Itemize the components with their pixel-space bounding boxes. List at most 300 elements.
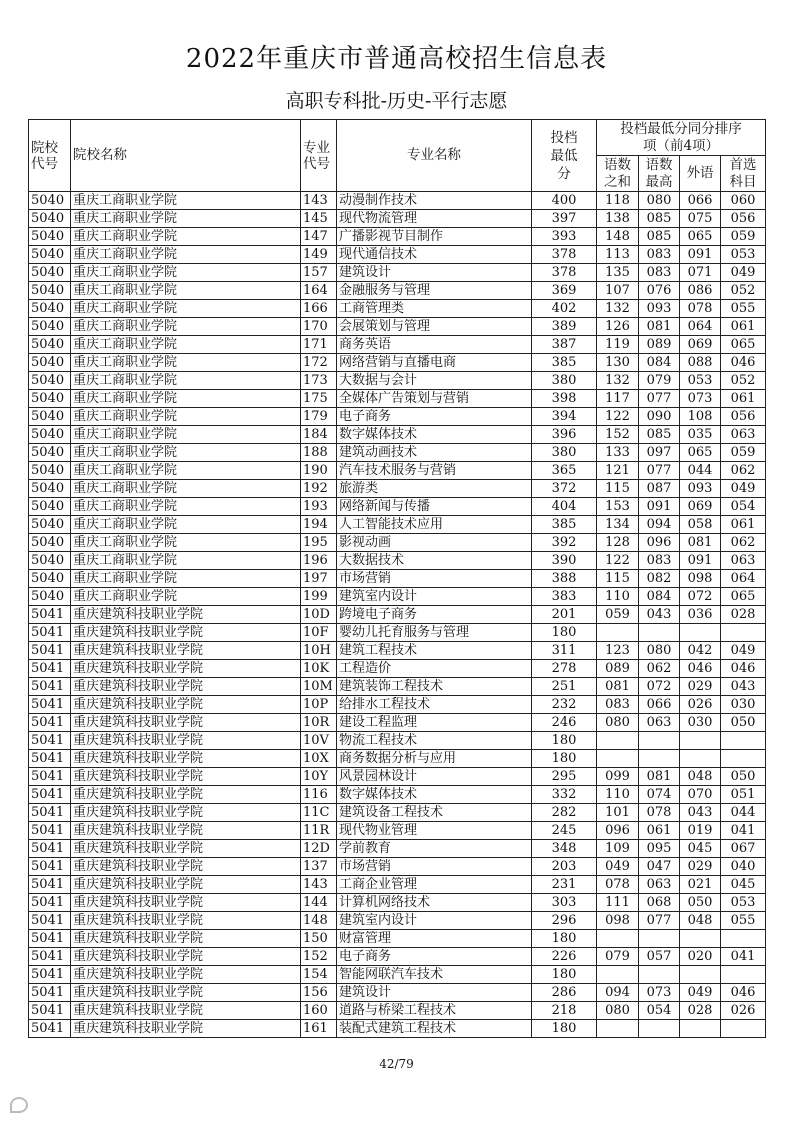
cell-school-name: 重庆工商职业学院 bbox=[71, 444, 301, 462]
cell-foreign-language: 026 bbox=[680, 696, 721, 714]
cell-foreign-language bbox=[680, 1020, 721, 1038]
cell-foreign-language: 046 bbox=[680, 660, 721, 678]
cell-min-score: 282 bbox=[532, 804, 597, 822]
cell-major-name: 建筑室内设计 bbox=[337, 912, 532, 930]
cell-chinese-math-sum bbox=[597, 930, 639, 948]
cell-school-name: 重庆工商职业学院 bbox=[71, 210, 301, 228]
table-row bbox=[29, 534, 766, 552]
cell-min-score: 404 bbox=[532, 498, 597, 516]
cell-school-code: 5040 bbox=[29, 408, 71, 426]
cell-major-code: 143 bbox=[301, 876, 337, 894]
cell-first-choice-subject: 061 bbox=[721, 390, 766, 408]
cell-major-code: 170 bbox=[301, 318, 337, 336]
cell-first-choice-subject: 056 bbox=[721, 408, 766, 426]
cell-school-code: 5041 bbox=[29, 894, 71, 912]
cell-foreign-language: 049 bbox=[680, 984, 721, 1002]
cell-min-score: 218 bbox=[532, 1002, 597, 1020]
cell-school-code: 5040 bbox=[29, 228, 71, 246]
cell-major-name: 会展策划与管理 bbox=[337, 318, 532, 336]
cell-major-name: 现代物业管理 bbox=[337, 822, 532, 840]
cell-chinese-math-max: 072 bbox=[639, 678, 680, 696]
cell-major-code: 156 bbox=[301, 984, 337, 1002]
cell-chinese-math-sum: 098 bbox=[597, 912, 639, 930]
cell-foreign-language: 029 bbox=[680, 858, 721, 876]
cell-min-score: 383 bbox=[532, 588, 597, 606]
cell-school-code: 5041 bbox=[29, 1020, 71, 1038]
cell-first-choice-subject: 040 bbox=[721, 858, 766, 876]
header-foreign-language: 外语 bbox=[680, 156, 721, 192]
cell-school-name: 重庆建筑科技职业学院 bbox=[71, 804, 301, 822]
cell-school-code: 5041 bbox=[29, 678, 71, 696]
cell-chinese-math-max: 084 bbox=[639, 588, 680, 606]
cell-chinese-math-sum: 094 bbox=[597, 984, 639, 1002]
cell-chinese-math-max: 080 bbox=[639, 642, 680, 660]
cell-foreign-language: 088 bbox=[680, 354, 721, 372]
cell-chinese-math-sum bbox=[597, 750, 639, 768]
cell-major-name: 人工智能技术应用 bbox=[337, 516, 532, 534]
cell-chinese-math-sum: 132 bbox=[597, 372, 639, 390]
cell-major-code: 11C bbox=[301, 804, 337, 822]
cell-chinese-math-max: 078 bbox=[639, 804, 680, 822]
table-row bbox=[29, 732, 766, 750]
cell-major-name: 动漫制作技术 bbox=[337, 192, 532, 210]
cell-major-name: 工商企业管理 bbox=[337, 876, 532, 894]
cell-major-name: 网络营销与直播电商 bbox=[337, 354, 532, 372]
cell-min-score: 380 bbox=[532, 444, 597, 462]
table-row bbox=[29, 984, 766, 1002]
cell-major-code: 172 bbox=[301, 354, 337, 372]
cell-chinese-math-max: 096 bbox=[639, 534, 680, 552]
cell-school-code: 5041 bbox=[29, 930, 71, 948]
cell-school-name: 重庆建筑科技职业学院 bbox=[71, 858, 301, 876]
cell-chinese-math-sum: 109 bbox=[597, 840, 639, 858]
cell-chinese-math-sum: 081 bbox=[597, 678, 639, 696]
cell-first-choice-subject: 065 bbox=[721, 336, 766, 354]
cell-major-code: 11R bbox=[301, 822, 337, 840]
cell-major-code: 154 bbox=[301, 966, 337, 984]
cell-major-name: 建筑工程技术 bbox=[337, 642, 532, 660]
cell-min-score: 388 bbox=[532, 570, 597, 588]
cell-chinese-math-sum: 110 bbox=[597, 786, 639, 804]
cell-school-name: 重庆建筑科技职业学院 bbox=[71, 966, 301, 984]
cell-school-name: 重庆工商职业学院 bbox=[71, 264, 301, 282]
cell-major-code: 137 bbox=[301, 858, 337, 876]
cell-chinese-math-sum: 152 bbox=[597, 426, 639, 444]
cell-foreign-language: 019 bbox=[680, 822, 721, 840]
cell-major-name: 汽车技术服务与营销 bbox=[337, 462, 532, 480]
table-row bbox=[29, 930, 766, 948]
cell-school-name: 重庆建筑科技职业学院 bbox=[71, 678, 301, 696]
cell-chinese-math-max: 085 bbox=[639, 426, 680, 444]
cell-school-code: 5040 bbox=[29, 246, 71, 264]
table-row bbox=[29, 948, 766, 966]
cell-major-name: 金融服务与管理 bbox=[337, 282, 532, 300]
cell-major-code: 10P bbox=[301, 696, 337, 714]
cell-school-name: 重庆建筑科技职业学院 bbox=[71, 696, 301, 714]
cell-school-name: 重庆工商职业学院 bbox=[71, 318, 301, 336]
table-row bbox=[29, 210, 766, 228]
cell-school-code: 5041 bbox=[29, 984, 71, 1002]
cell-major-code: 10H bbox=[301, 642, 337, 660]
cell-major-name: 大数据与会计 bbox=[337, 372, 532, 390]
header-school-name: 院校名称 bbox=[71, 120, 301, 192]
cell-first-choice-subject: 060 bbox=[721, 192, 766, 210]
cell-school-code: 5040 bbox=[29, 336, 71, 354]
table-row bbox=[29, 876, 766, 894]
header-major-code: 专业代号 bbox=[301, 120, 337, 192]
cell-school-code: 5040 bbox=[29, 498, 71, 516]
cell-chinese-math-max bbox=[639, 732, 680, 750]
cell-school-code: 5040 bbox=[29, 318, 71, 336]
table-row bbox=[29, 786, 766, 804]
cell-first-choice-subject bbox=[721, 750, 766, 768]
cell-school-code: 5041 bbox=[29, 786, 71, 804]
cell-school-name: 重庆建筑科技职业学院 bbox=[71, 714, 301, 732]
cell-major-code: 157 bbox=[301, 264, 337, 282]
cell-min-score: 180 bbox=[532, 1020, 597, 1038]
cell-chinese-math-max: 077 bbox=[639, 390, 680, 408]
cell-min-score: 332 bbox=[532, 786, 597, 804]
cell-chinese-math-max: 077 bbox=[639, 462, 680, 480]
cell-min-score: 394 bbox=[532, 408, 597, 426]
cell-min-score: 232 bbox=[532, 696, 597, 714]
cell-chinese-math-sum bbox=[597, 1020, 639, 1038]
cell-min-score: 180 bbox=[532, 624, 597, 642]
cell-major-code: 195 bbox=[301, 534, 337, 552]
cell-school-name: 重庆建筑科技职业学院 bbox=[71, 1020, 301, 1038]
cell-min-score: 180 bbox=[532, 750, 597, 768]
cell-major-code: 175 bbox=[301, 390, 337, 408]
cell-foreign-language: 036 bbox=[680, 606, 721, 624]
cell-first-choice-subject: 061 bbox=[721, 516, 766, 534]
table-row bbox=[29, 678, 766, 696]
cell-chinese-math-max bbox=[639, 624, 680, 642]
cell-school-name: 重庆工商职业学院 bbox=[71, 354, 301, 372]
cell-major-code: 10K bbox=[301, 660, 337, 678]
cell-school-code: 5040 bbox=[29, 552, 71, 570]
cell-major-code: 196 bbox=[301, 552, 337, 570]
cell-school-name: 重庆工商职业学院 bbox=[71, 552, 301, 570]
table-row bbox=[29, 426, 766, 444]
cell-major-name: 数字媒体技术 bbox=[337, 786, 532, 804]
cell-chinese-math-sum: 133 bbox=[597, 444, 639, 462]
cell-school-name: 重庆工商职业学院 bbox=[71, 282, 301, 300]
cell-school-code: 5040 bbox=[29, 210, 71, 228]
cell-foreign-language: 043 bbox=[680, 804, 721, 822]
cell-foreign-language: 091 bbox=[680, 246, 721, 264]
cell-school-code: 5040 bbox=[29, 480, 71, 498]
cell-school-code: 5040 bbox=[29, 390, 71, 408]
cell-min-score: 378 bbox=[532, 264, 597, 282]
table-row bbox=[29, 588, 766, 606]
cell-first-choice-subject: 046 bbox=[721, 660, 766, 678]
cell-chinese-math-sum: 078 bbox=[597, 876, 639, 894]
cell-school-code: 5041 bbox=[29, 966, 71, 984]
header-min-score: 投档最低分 bbox=[532, 120, 597, 192]
cell-school-name: 重庆工商职业学院 bbox=[71, 426, 301, 444]
cell-chinese-math-max: 081 bbox=[639, 318, 680, 336]
cell-major-code: 145 bbox=[301, 210, 337, 228]
table-row bbox=[29, 822, 766, 840]
table-row bbox=[29, 1002, 766, 1020]
cell-school-name: 重庆建筑科技职业学院 bbox=[71, 750, 301, 768]
cell-school-name: 重庆建筑科技职业学院 bbox=[71, 984, 301, 1002]
cell-major-name: 学前教育 bbox=[337, 840, 532, 858]
cell-foreign-language: 072 bbox=[680, 588, 721, 606]
cell-first-choice-subject: 064 bbox=[721, 570, 766, 588]
cell-foreign-language: 066 bbox=[680, 192, 721, 210]
cell-chinese-math-sum: 080 bbox=[597, 714, 639, 732]
cell-first-choice-subject: 056 bbox=[721, 210, 766, 228]
cell-min-score: 365 bbox=[532, 462, 597, 480]
cell-major-name: 建筑装饰工程技术 bbox=[337, 678, 532, 696]
cell-first-choice-subject: 053 bbox=[721, 246, 766, 264]
cell-min-score: 372 bbox=[532, 480, 597, 498]
cell-first-choice-subject: 065 bbox=[721, 588, 766, 606]
cell-first-choice-subject: 062 bbox=[721, 462, 766, 480]
cell-major-code: 150 bbox=[301, 930, 337, 948]
cell-foreign-language: 065 bbox=[680, 228, 721, 246]
cell-min-score: 398 bbox=[532, 390, 597, 408]
cell-school-name: 重庆建筑科技职业学院 bbox=[71, 912, 301, 930]
cell-chinese-math-max: 085 bbox=[639, 228, 680, 246]
cell-foreign-language: 035 bbox=[680, 426, 721, 444]
cell-major-name: 数字媒体技术 bbox=[337, 426, 532, 444]
cell-min-score: 397 bbox=[532, 210, 597, 228]
cell-major-name: 现代通信技术 bbox=[337, 246, 532, 264]
cell-school-name: 重庆工商职业学院 bbox=[71, 462, 301, 480]
table-row bbox=[29, 1020, 766, 1038]
cell-chinese-math-max: 090 bbox=[639, 408, 680, 426]
cell-chinese-math-sum: 121 bbox=[597, 462, 639, 480]
table-row bbox=[29, 516, 766, 534]
cell-min-score: 231 bbox=[532, 876, 597, 894]
cell-first-choice-subject: 046 bbox=[721, 984, 766, 1002]
cell-min-score: 380 bbox=[532, 372, 597, 390]
cell-chinese-math-max: 080 bbox=[639, 192, 680, 210]
header-chinese-math-sum: 语数之和 bbox=[597, 156, 639, 192]
cell-foreign-language: 064 bbox=[680, 318, 721, 336]
cell-major-code: 166 bbox=[301, 300, 337, 318]
table-row bbox=[29, 750, 766, 768]
cell-school-name: 重庆工商职业学院 bbox=[71, 336, 301, 354]
cell-min-score: 251 bbox=[532, 678, 597, 696]
table-row bbox=[29, 498, 766, 516]
table-row bbox=[29, 264, 766, 282]
table-row bbox=[29, 858, 766, 876]
cell-major-name: 广播影视节目制作 bbox=[337, 228, 532, 246]
cell-min-score: 392 bbox=[532, 534, 597, 552]
cell-major-name: 市场营销 bbox=[337, 858, 532, 876]
table-row bbox=[29, 246, 766, 264]
table-row bbox=[29, 408, 766, 426]
cell-first-choice-subject: 041 bbox=[721, 822, 766, 840]
cell-first-choice-subject: 045 bbox=[721, 876, 766, 894]
table-header bbox=[29, 120, 766, 192]
cell-school-code: 5041 bbox=[29, 948, 71, 966]
cell-chinese-math-max: 091 bbox=[639, 498, 680, 516]
cell-chinese-math-sum: 130 bbox=[597, 354, 639, 372]
cell-chinese-math-sum: 119 bbox=[597, 336, 639, 354]
cell-chinese-math-sum: 107 bbox=[597, 282, 639, 300]
cell-chinese-math-max: 087 bbox=[639, 480, 680, 498]
cell-foreign-language: 029 bbox=[680, 678, 721, 696]
cell-min-score: 369 bbox=[532, 282, 597, 300]
cell-school-code: 5041 bbox=[29, 912, 71, 930]
cell-major-code: 152 bbox=[301, 948, 337, 966]
table-row bbox=[29, 894, 766, 912]
cell-chinese-math-sum: 110 bbox=[597, 588, 639, 606]
header-tiebreak-group: 投档最低分同分排序项（前4项） bbox=[597, 120, 766, 156]
cell-school-code: 5041 bbox=[29, 804, 71, 822]
cell-major-code: 173 bbox=[301, 372, 337, 390]
logo-icon bbox=[10, 1097, 28, 1113]
cell-school-name: 重庆建筑科技职业学院 bbox=[71, 624, 301, 642]
cell-foreign-language: 065 bbox=[680, 444, 721, 462]
cell-major-name: 建筑设备工程技术 bbox=[337, 804, 532, 822]
cell-school-name: 重庆工商职业学院 bbox=[71, 588, 301, 606]
cell-school-name: 重庆建筑科技职业学院 bbox=[71, 876, 301, 894]
cell-min-score: 180 bbox=[532, 966, 597, 984]
cell-chinese-math-max bbox=[639, 930, 680, 948]
cell-major-code: 164 bbox=[301, 282, 337, 300]
cell-chinese-math-max: 085 bbox=[639, 210, 680, 228]
cell-major-name: 商务英语 bbox=[337, 336, 532, 354]
cell-chinese-math-sum: 153 bbox=[597, 498, 639, 516]
cell-school-name: 重庆工商职业学院 bbox=[71, 516, 301, 534]
cell-school-code: 5041 bbox=[29, 768, 71, 786]
cell-school-name: 重庆建筑科技职业学院 bbox=[71, 642, 301, 660]
cell-min-score: 390 bbox=[532, 552, 597, 570]
cell-chinese-math-sum: 049 bbox=[597, 858, 639, 876]
cell-chinese-math-sum bbox=[597, 966, 639, 984]
cell-school-name: 重庆建筑科技职业学院 bbox=[71, 732, 301, 750]
cell-major-name: 跨境电子商务 bbox=[337, 606, 532, 624]
cell-chinese-math-max: 047 bbox=[639, 858, 680, 876]
cell-chinese-math-max: 083 bbox=[639, 264, 680, 282]
cell-school-code: 5041 bbox=[29, 606, 71, 624]
cell-foreign-language: 044 bbox=[680, 462, 721, 480]
table-row bbox=[29, 480, 766, 498]
page-title: 2022年重庆市普通高校招生信息表 bbox=[185, 44, 608, 74]
cell-major-code: 10R bbox=[301, 714, 337, 732]
cell-major-name: 装配式建筑工程技术 bbox=[337, 1020, 532, 1038]
cell-school-name: 重庆工商职业学院 bbox=[71, 570, 301, 588]
cell-major-name: 道路与桥梁工程技术 bbox=[337, 1002, 532, 1020]
cell-chinese-math-max: 093 bbox=[639, 300, 680, 318]
cell-foreign-language: 093 bbox=[680, 480, 721, 498]
cell-min-score: 387 bbox=[532, 336, 597, 354]
table-row bbox=[29, 768, 766, 786]
table-row bbox=[29, 192, 766, 210]
table-row bbox=[29, 570, 766, 588]
cell-chinese-math-sum: 122 bbox=[597, 408, 639, 426]
cell-chinese-math-max: 043 bbox=[639, 606, 680, 624]
cell-chinese-math-max: 083 bbox=[639, 552, 680, 570]
cell-major-code: 199 bbox=[301, 588, 337, 606]
cell-major-code: 161 bbox=[301, 1020, 337, 1038]
cell-chinese-math-sum: 089 bbox=[597, 660, 639, 678]
cell-chinese-math-sum bbox=[597, 732, 639, 750]
cell-chinese-math-max: 073 bbox=[639, 984, 680, 1002]
cell-major-code: 10X bbox=[301, 750, 337, 768]
cell-foreign-language: 069 bbox=[680, 336, 721, 354]
cell-major-code: 148 bbox=[301, 912, 337, 930]
cell-chinese-math-max: 079 bbox=[639, 372, 680, 390]
page-number: 42/79 bbox=[379, 1057, 414, 1071]
cell-first-choice-subject: 043 bbox=[721, 678, 766, 696]
cell-min-score: 295 bbox=[532, 768, 597, 786]
cell-chinese-math-max bbox=[639, 1020, 680, 1038]
cell-major-code: 12D bbox=[301, 840, 337, 858]
cell-chinese-math-sum: 099 bbox=[597, 768, 639, 786]
cell-school-code: 5040 bbox=[29, 588, 71, 606]
cell-major-name: 计算机网络技术 bbox=[337, 894, 532, 912]
table-row bbox=[29, 462, 766, 480]
cell-school-code: 5041 bbox=[29, 876, 71, 894]
cell-major-code: 190 bbox=[301, 462, 337, 480]
table-row bbox=[29, 660, 766, 678]
cell-school-name: 重庆工商职业学院 bbox=[71, 534, 301, 552]
cell-first-choice-subject bbox=[721, 1020, 766, 1038]
cell-chinese-math-sum: 126 bbox=[597, 318, 639, 336]
cell-first-choice-subject: 028 bbox=[721, 606, 766, 624]
cell-foreign-language: 081 bbox=[680, 534, 721, 552]
cell-first-choice-subject: 049 bbox=[721, 480, 766, 498]
table-row bbox=[29, 606, 766, 624]
cell-major-code: 10D bbox=[301, 606, 337, 624]
table-row bbox=[29, 354, 766, 372]
cell-min-score: 180 bbox=[532, 930, 597, 948]
cell-major-name: 婴幼儿托育服务与管理 bbox=[337, 624, 532, 642]
cell-chinese-math-sum: 079 bbox=[597, 948, 639, 966]
table-row bbox=[29, 318, 766, 336]
table-row bbox=[29, 444, 766, 462]
table-body bbox=[29, 192, 766, 1038]
cell-school-name: 重庆工商职业学院 bbox=[71, 498, 301, 516]
cell-chinese-math-max: 057 bbox=[639, 948, 680, 966]
cell-major-name: 电子商务 bbox=[337, 948, 532, 966]
cell-chinese-math-max: 094 bbox=[639, 516, 680, 534]
cell-first-choice-subject: 061 bbox=[721, 318, 766, 336]
cell-school-code: 5040 bbox=[29, 264, 71, 282]
cell-school-name: 重庆建筑科技职业学院 bbox=[71, 930, 301, 948]
cell-min-score: 393 bbox=[532, 228, 597, 246]
table-row bbox=[29, 372, 766, 390]
cell-major-code: 171 bbox=[301, 336, 337, 354]
cell-major-name: 物流工程技术 bbox=[337, 732, 532, 750]
cell-major-code: 197 bbox=[301, 570, 337, 588]
cell-min-score: 296 bbox=[532, 912, 597, 930]
table-row bbox=[29, 714, 766, 732]
cell-chinese-math-sum: 083 bbox=[597, 696, 639, 714]
cell-foreign-language: 108 bbox=[680, 408, 721, 426]
cell-major-name: 风景园林设计 bbox=[337, 768, 532, 786]
cell-first-choice-subject: 063 bbox=[721, 426, 766, 444]
cell-first-choice-subject bbox=[721, 624, 766, 642]
cell-first-choice-subject: 063 bbox=[721, 552, 766, 570]
cell-school-name: 重庆建筑科技职业学院 bbox=[71, 840, 301, 858]
cell-first-choice-subject: 041 bbox=[721, 948, 766, 966]
cell-chinese-math-max: 081 bbox=[639, 768, 680, 786]
header-chinese-math-max: 语数最高 bbox=[639, 156, 680, 192]
cell-first-choice-subject bbox=[721, 966, 766, 984]
cell-chinese-math-max: 084 bbox=[639, 354, 680, 372]
cell-first-choice-subject: 049 bbox=[721, 642, 766, 660]
table-row bbox=[29, 840, 766, 858]
cell-first-choice-subject: 049 bbox=[721, 264, 766, 282]
cell-chinese-math-sum: 134 bbox=[597, 516, 639, 534]
